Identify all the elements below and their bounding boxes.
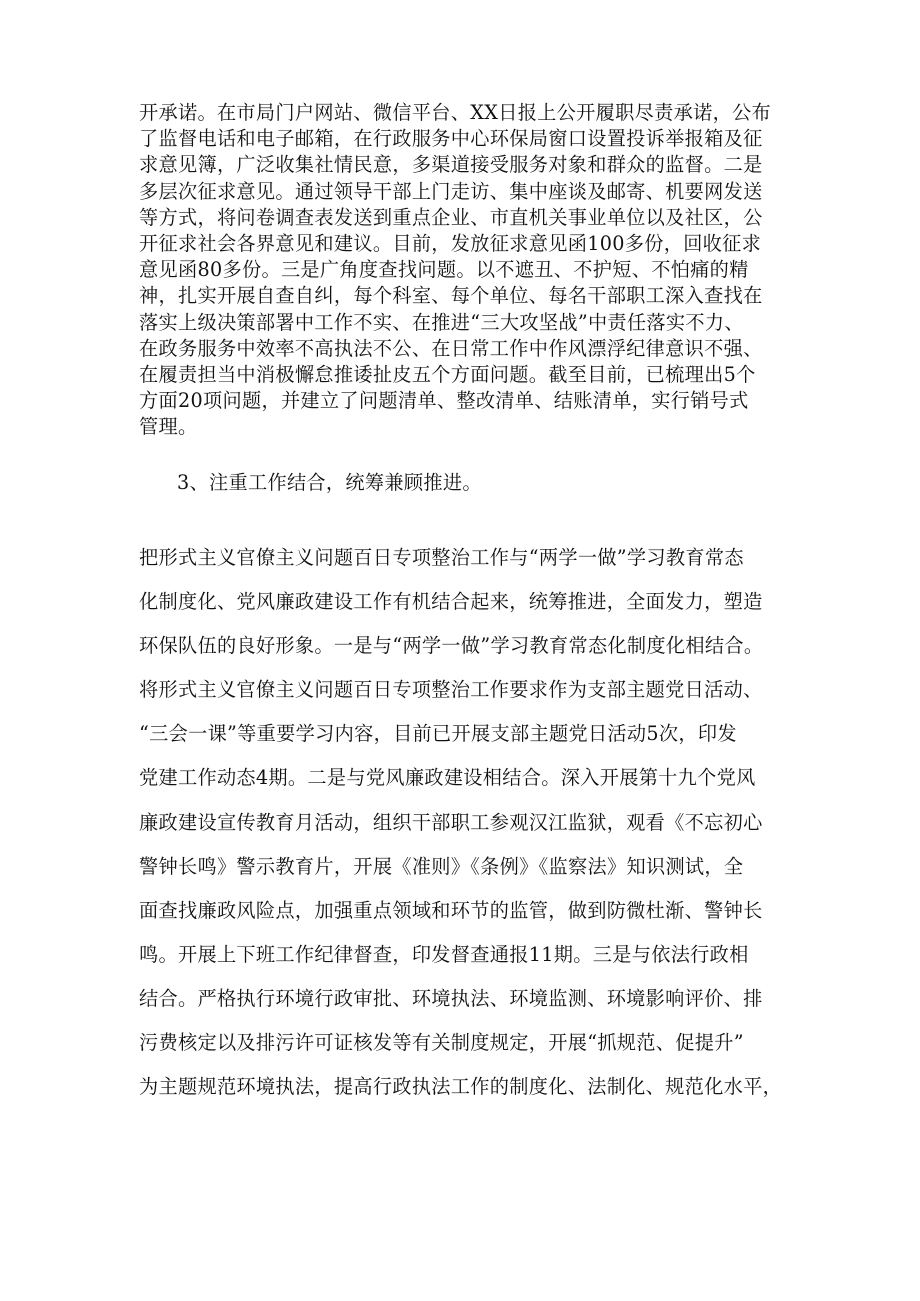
paragraph-line: 落实上级决策部署中工作不实、在推进“三大攻坚战”中责任落实不力、	[139, 310, 744, 334]
paragraph-line: 党建工作动态4期。二是与党风廉政建设相结合。深入开展第十九个党风	[139, 766, 756, 790]
paragraph-line: 把形式主义官僚主义问题百日专项整治工作与“两学一做”学习教育常态	[139, 546, 744, 569]
paragraph-line: 多层次征求意见。通过领导干部上门走访、集中座谈及邮寄、机要网发送	[139, 179, 763, 203]
paragraph-line: 开承诺。在市局门户网站、微信平台、XX日报上公开履职尽责承诺，公布	[139, 101, 772, 124]
paragraph-line: 等方式，将问卷调查表发送到重点企业、市直机关事业单位以及社区，公	[139, 205, 763, 229]
paragraph-commitment-and-problem-finding	[139, 100, 789, 441]
paragraph-line: “三会一课”等重要学习内容，目前已开展支部主题党日活动5次，印发	[139, 722, 737, 746]
paragraph-line: 警钟长鸣》警示教育片，开展《准则》《条例》《监察法》知识测试，全	[139, 854, 744, 878]
paragraph-line: 在履责担当中消极懈怠推诿扯皮五个方面问题。截至目前，已梳理出5个	[139, 363, 756, 387]
paragraph-line: 方面20项问题，并建立了问题清单、整改清单、结账清单，实行销号式	[139, 389, 749, 413]
section-heading: 3、注重工作结合，统筹兼顾推进。	[177, 471, 482, 494]
paragraph-line: 将形式主义官僚主义问题百日专项整治工作要求作为支部主题党日活动、	[139, 678, 763, 702]
paragraph-line: 求意见簿，广泛收集社情民意，多渠道接受服务对象和群众的监督。二是	[139, 153, 763, 177]
paragraph-line: 在政务服务中效率不高执法不公、在日常工作中作风漂浮纪律意识不强、	[139, 336, 763, 360]
paragraph-line: 化制度化、党风廉政建设工作有机结合起来，统筹推进，全面发力，塑造	[139, 590, 763, 614]
paragraph-line: 鸣。开展上下班工作纪律督查，印发督查通报11期。三是与依法行政相	[139, 942, 749, 966]
paragraph-line: 了监督电话和电子邮箱，在行政服务中心环保局窗口设置投诉举报箱及征	[139, 127, 763, 151]
paragraph-line: 结合。严格执行环境行政审批、环境执法、环境监测、环境影响评价、排	[139, 986, 763, 1010]
paragraph-line: 环保队伍的良好形象。一是与“两学一做”学习教育常态化制度化相结合。	[139, 634, 764, 658]
paragraph-line: 神，扎实开展自查自纠，每个科室、每个单位、每名干部职工深入查找在	[139, 284, 763, 308]
paragraph-line: 为主题规范环境执法，提高行政执法工作的制度化、法制化、规范化水平，	[139, 1075, 783, 1099]
paragraph-line: 廉政建设宣传教育月活动，组织干部职工参观汉江监狱，观看《不忘初心	[139, 810, 763, 834]
paragraph-line: 管理。	[139, 415, 198, 439]
paragraph-line: 污费核定以及排污许可证核发等有关制度规定，开展“抓规范、促提升”	[139, 1031, 744, 1055]
paragraph-work-integration	[139, 536, 799, 1109]
paragraph-line: 开征求社会各界意见和建议。目前，发放征求意见函100多份，回收征求	[139, 232, 762, 256]
paragraph-line: 面查找廉政风险点，加强重点领域和环节的监管，做到防微杜渐、警钟长	[139, 898, 763, 922]
paragraph-line: 意见函80多份。三是广角度查找问题。以不遮丑、不护短、不怕痛的精	[139, 258, 749, 282]
